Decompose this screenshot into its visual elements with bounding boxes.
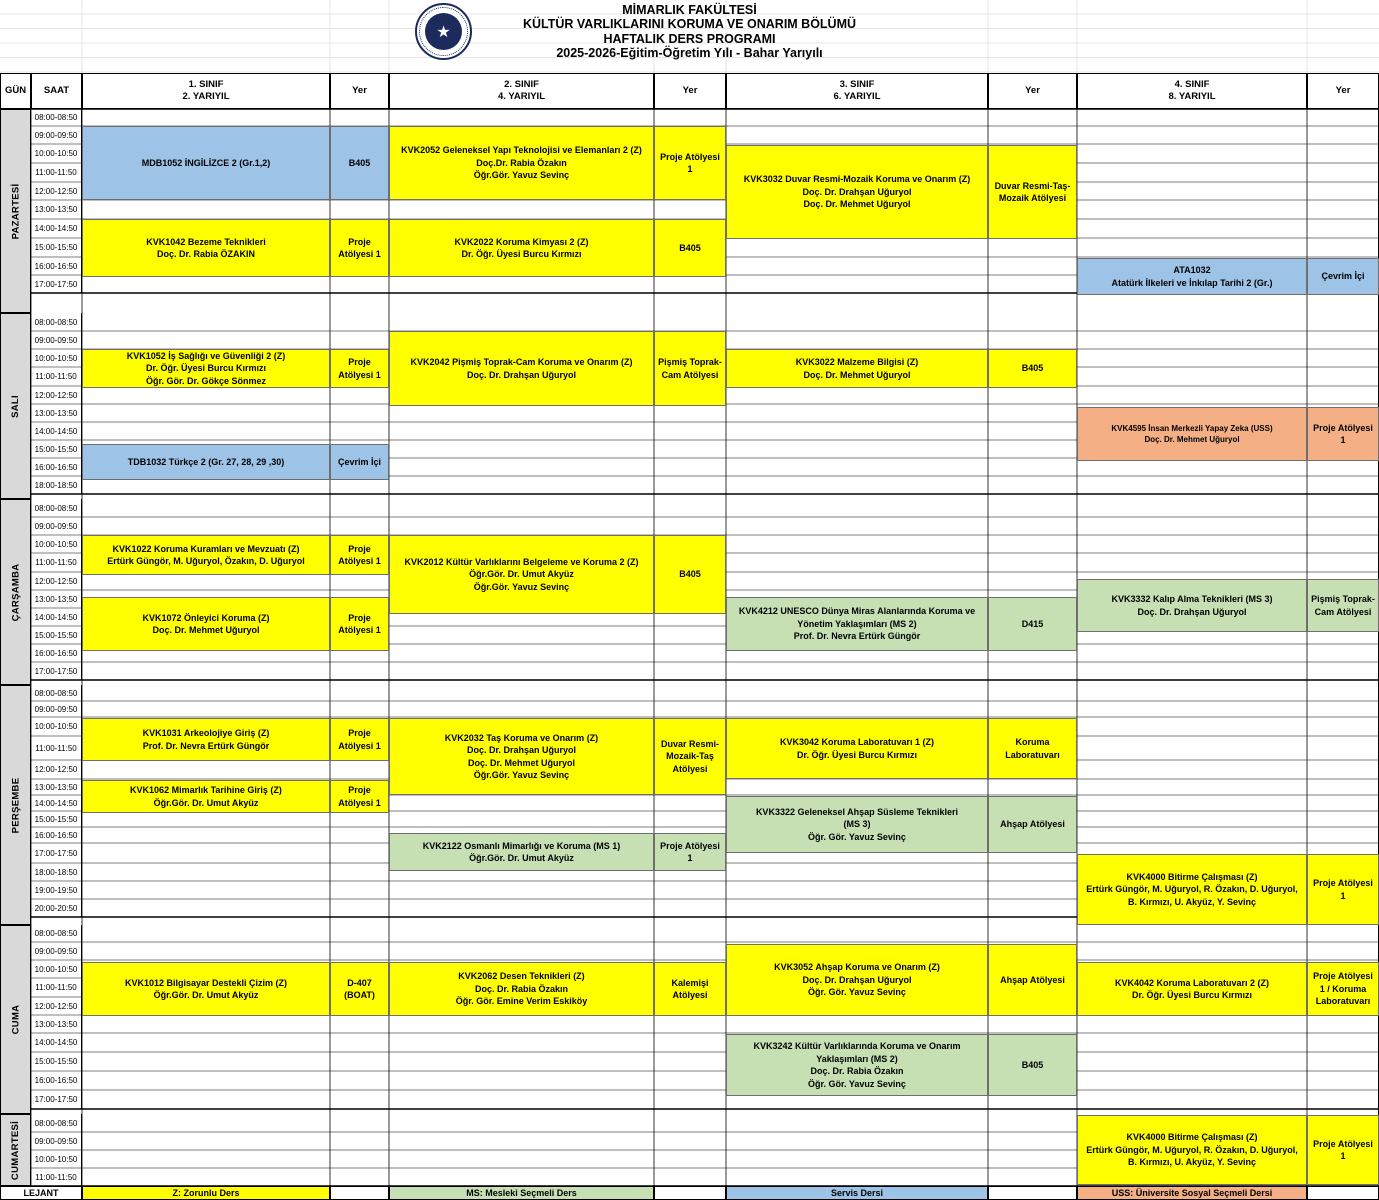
col-sinif-3-term: 6. YARIYIL bbox=[833, 91, 881, 102]
room-label: B405 bbox=[1021, 363, 1044, 374]
course-title: KVK2042 Pişmiş Toprak-Cam Koruma ve Onarım (Z) bbox=[410, 357, 633, 367]
time-slot: 11:00-11:50 bbox=[31, 1168, 82, 1186]
day-monday bbox=[0, 109, 31, 313]
course-kvk3242 bbox=[726, 1034, 988, 1096]
time-slot: 10:00-10:50 bbox=[31, 1150, 82, 1168]
time-slot: 09:00-09:50 bbox=[31, 126, 82, 144]
room-label: Duvar Resmi- bbox=[660, 738, 720, 749]
room-label: 1 / Koruma bbox=[1319, 983, 1367, 994]
star-icon: ★ bbox=[425, 13, 462, 50]
course-kvk3042 bbox=[726, 718, 988, 779]
col-gun: GÜN bbox=[0, 73, 31, 109]
day-label: PERŞEMBE bbox=[10, 777, 21, 833]
course-instructor: Prof. Dr. Nevra Ertürk Güngör bbox=[142, 740, 270, 751]
program-title: HAFTALIK DERS PROGRAMI bbox=[603, 32, 776, 46]
course-instructor: Öğr. Gör. Yavuz Sevinç bbox=[808, 1078, 906, 1089]
time-slot: 09:00-09:50 bbox=[31, 1132, 82, 1150]
room-label: Proje bbox=[348, 728, 371, 738]
room-label: Kalemişi bbox=[671, 977, 709, 988]
col-sinif-2-term: 4. YARIYIL bbox=[498, 91, 545, 102]
room-label: Cam Atölyesi bbox=[661, 369, 719, 380]
time-slot: 14:00-14:50 bbox=[31, 1033, 82, 1052]
time-slot: 15:00-15:50 bbox=[31, 238, 82, 257]
room-label: Ahşap Atölyesi bbox=[1000, 974, 1065, 985]
col-sinif-1 bbox=[82, 73, 330, 109]
room-kvk2012 bbox=[654, 535, 726, 614]
time-slot: 10:00-10:50 bbox=[31, 144, 82, 163]
course-kvk4000-sat bbox=[1077, 1115, 1307, 1185]
room-label: Atölyesi bbox=[672, 763, 708, 774]
course-title: KVK2012 Kültür Varlıklarını Belgeleme ve Koruma 2 (Z) bbox=[404, 556, 639, 567]
room-kvk1062 bbox=[330, 780, 389, 813]
room-kvk2062 bbox=[654, 962, 726, 1016]
room-kvk1022 bbox=[330, 535, 389, 575]
room-label: 1 bbox=[687, 853, 693, 863]
course-kvk2122 bbox=[389, 833, 654, 871]
col-sinif-2-class: 2. SINIF bbox=[504, 79, 539, 90]
legend-uss: USS: Üniversite Sosyal Seçmeli Dersi bbox=[1077, 1186, 1307, 1200]
course-mdb1052 bbox=[82, 126, 330, 200]
course-title: KVK3052 Ahşap Koruma ve Onarım (Z) bbox=[774, 962, 940, 973]
time-slot: 09:00-09:50 bbox=[31, 517, 82, 535]
time-slot: 13:00-13:50 bbox=[31, 1015, 82, 1033]
room-kvk1052 bbox=[330, 349, 389, 388]
course-title: KVK4000 Bitirme Çalışması (Z) bbox=[1126, 1132, 1258, 1143]
time-slot: 10:00-10:50 bbox=[31, 535, 82, 553]
legend-spacer bbox=[1307, 1186, 1379, 1200]
col-yer-1: Yer bbox=[330, 73, 389, 109]
time-slot: 10:00-10:50 bbox=[31, 717, 82, 736]
course-instructor: Dr. Öğr. Üyesi Burcu Kırmızı bbox=[796, 749, 918, 760]
course-title: KVK1072 Önleyici Koruma (Z) bbox=[142, 612, 270, 623]
room-label: Proje Atölyesi bbox=[1313, 1138, 1373, 1149]
course-title: KVK3332 Kalıp Alma Teknikleri (MS 3) bbox=[1111, 594, 1273, 604]
course-instructor: Ertürk Güngör, M. Uğuryol, R. Özakın, D. Uğuryol, bbox=[1086, 1144, 1298, 1155]
room-label: B405 bbox=[679, 569, 701, 580]
course-title: KVK4042 Koruma Laboratuvarı 2 (Z) bbox=[1114, 977, 1270, 988]
room-kvk2122 bbox=[654, 833, 726, 871]
course-instructor: Öğr.Gör. Dr. Umut Akyüz bbox=[153, 990, 259, 1000]
course-instructor: Doç. Dr. Drahşan Uğuryol bbox=[466, 369, 577, 380]
course-instructor: Öğr.Gör. Dr. Umut Akyüz bbox=[153, 797, 259, 808]
room-label: Proje Atölyesi bbox=[660, 151, 720, 162]
course-kvk1012 bbox=[82, 962, 330, 1016]
time-slot: 16:00-16:50 bbox=[31, 827, 82, 843]
time-slot: 12:00-12:50 bbox=[31, 997, 82, 1015]
room-kvk3042 bbox=[988, 718, 1077, 779]
room-label: Proje bbox=[348, 785, 371, 795]
course-title: KVK1012 Bilgisayar Destekli Çizim (Z) bbox=[124, 977, 288, 988]
room-label: Mozaik Atölyesi bbox=[998, 193, 1067, 203]
room-label: Proje Atölyesi bbox=[660, 840, 720, 851]
room-label: Atölyesi bbox=[672, 990, 708, 1000]
course-kvk2042 bbox=[389, 331, 654, 406]
room-kvk3332 bbox=[1307, 579, 1379, 632]
room-label: Duvar Resmi-Taş- bbox=[994, 180, 1071, 191]
course-instructor: Öğr.Gör. Yavuz Sevinç bbox=[473, 170, 570, 181]
day-tuesday bbox=[0, 313, 31, 499]
time-slot: 11:00-11:50 bbox=[31, 163, 82, 182]
room-kvk3322 bbox=[988, 796, 1077, 853]
room-tdb1032 bbox=[330, 444, 389, 480]
day-saturday bbox=[0, 1114, 31, 1186]
course-title: KVK1042 Bezeme Teknikleri bbox=[146, 236, 266, 247]
course-kvk4212 bbox=[726, 597, 988, 651]
room-kvk1012 bbox=[330, 962, 389, 1016]
course-ata1032 bbox=[1077, 258, 1307, 295]
room-label: Proje bbox=[348, 543, 371, 554]
course-instructor: Öğr. Gör. Dr. Gökçe Sönmez bbox=[145, 375, 267, 386]
course-kvk4000-thu bbox=[1077, 854, 1307, 925]
course-title: KVK3322 Geleneksel Ahşap Süsleme Teknikleri bbox=[755, 806, 959, 817]
col-sinif-3-class: 3. SINIF bbox=[839, 79, 875, 90]
course-instructor: Doç. Dr. Drahşan Uğuryol bbox=[802, 186, 912, 197]
course-title: KVK4212 UNESCO Dünya Miras Alanlarında Koruma ve bbox=[738, 606, 976, 617]
course-instructor: Öğr.Gör. Yavuz Sevinç bbox=[473, 581, 570, 592]
room-label: (BOAT) bbox=[344, 990, 375, 1000]
course-title: KVK1022 Koruma Kuramları ve Mevzuatı (Z) bbox=[112, 543, 300, 554]
course-kvk1031 bbox=[82, 718, 330, 761]
room-label: Pişmiş Toprak- bbox=[658, 357, 722, 367]
room-label: Koruma bbox=[1015, 737, 1050, 747]
day-label: SALI bbox=[10, 394, 21, 418]
col-sinif-4-class: 4. SINIF bbox=[1174, 79, 1210, 90]
time-slot: 17:00-17:50 bbox=[31, 275, 82, 293]
course-title: MDB1052 İNGİLİZCE 2 (Gr.1,2) bbox=[141, 157, 271, 168]
room-label: B405 bbox=[1021, 1059, 1044, 1070]
legend-spacer bbox=[330, 1186, 389, 1200]
course-title: KVK1062 Mimarlık Tarihine Giriş (Z) bbox=[130, 785, 282, 795]
room-kvk2052 bbox=[654, 126, 726, 200]
time-slot: 08:00-08:50 bbox=[31, 685, 82, 701]
room-label: Proje bbox=[348, 357, 371, 367]
room-kvk4000-thu bbox=[1307, 854, 1379, 925]
course-kvk4042 bbox=[1077, 962, 1307, 1016]
time-slot: 11:00-11:50 bbox=[31, 736, 82, 760]
course-instructor: Öğr.Gör. Dr. Umut Akyüz bbox=[469, 853, 574, 863]
day-friday bbox=[0, 925, 31, 1114]
course-title: KVK2022 Koruma Kimyası 2 (Z) bbox=[454, 236, 589, 247]
time-slot: 15:00-15:50 bbox=[31, 626, 82, 644]
room-label: Çevrim İçi bbox=[337, 456, 382, 467]
time-slot: 16:00-16:50 bbox=[31, 257, 82, 275]
course-kvk3332 bbox=[1077, 579, 1307, 632]
course-instructor: Ertürk Güngör, M. Uğuryol, Özakın, D. Uğuryol bbox=[107, 556, 305, 566]
room-label: Cam Atölyesi bbox=[1314, 606, 1372, 617]
course-title: KVK4000 Bitirme Çalışması (Z) bbox=[1126, 871, 1258, 882]
room-kvk2022 bbox=[654, 219, 726, 277]
time-slot: 14:00-14:50 bbox=[31, 219, 82, 238]
room-kvk1031 bbox=[330, 718, 389, 761]
room-kvk3052 bbox=[988, 944, 1077, 1016]
course-instructor: Öğr.Gör. Yavuz Sevinç bbox=[473, 770, 570, 780]
course-kvk3052 bbox=[726, 944, 988, 1016]
course-kvk3032 bbox=[726, 145, 988, 239]
room-label: Pişmiş Toprak- bbox=[1311, 594, 1375, 604]
time-slot: 12:00-12:50 bbox=[31, 386, 82, 404]
room-label: Atölyesi 1 bbox=[338, 740, 381, 751]
time-slot: 12:00-12:50 bbox=[31, 760, 82, 779]
time-slot: 17:00-17:50 bbox=[31, 662, 82, 680]
course-title: KVK2122 Osmanlı Mimarlığı ve Koruma (MS 1) bbox=[422, 840, 621, 851]
room-label: B405 bbox=[348, 157, 371, 168]
course-title: TDB1032 Türkçe 2 (Gr. 27, 28, 29 ,30) bbox=[127, 456, 285, 467]
course-kvk4595 bbox=[1077, 407, 1307, 461]
course-instructor: Dr. Öğr. Üyesi Burcu Kırmızı bbox=[461, 249, 582, 259]
room-label: Proje Atölyesi bbox=[1313, 422, 1373, 433]
course-title: KVK2052 Geleneksel Yapı Teknolojisi ve Elemanları 2 (Z) bbox=[401, 145, 642, 156]
room-label: D415 bbox=[1021, 618, 1044, 629]
room-label: Atölyesi 1 bbox=[338, 369, 381, 380]
course-kvk2012 bbox=[389, 535, 654, 614]
course-instructor: Doç. Dr. Rabia Özakın bbox=[810, 1066, 904, 1076]
time-slot: 09:00-09:50 bbox=[31, 331, 82, 349]
department-title: KÜLTÜR VARLIKLARINI KORUMA VE ONARIM BÖLÜMÜ bbox=[522, 17, 857, 31]
time-slot: 13:00-13:50 bbox=[31, 404, 82, 422]
legend-servis: Servis Dersi bbox=[726, 1186, 988, 1200]
course-instructor: Doç. Dr. Mehmet Uğuryol bbox=[803, 369, 911, 380]
legend-zorunlu: Z: Zorunlu Ders bbox=[82, 1186, 330, 1200]
course-instructor: Öğr. Gör. Yavuz Sevinç bbox=[808, 831, 906, 842]
course-instructor: Doç. Dr. Rabia ÖZAKIN bbox=[156, 249, 255, 259]
course-title: KVK2032 Taş Koruma ve Onarım (Z) bbox=[444, 732, 599, 743]
time-slot: 08:00-08:50 bbox=[31, 499, 82, 517]
time-slot: 13:00-13:50 bbox=[31, 200, 82, 219]
room-kvk2042 bbox=[654, 331, 726, 406]
time-slot: 19:00-19:50 bbox=[31, 881, 82, 899]
room-label: Çevrim İçi bbox=[1321, 271, 1365, 282]
course-title: ATA1032 bbox=[1173, 265, 1211, 275]
day-label: PAZARTESİ bbox=[10, 183, 21, 239]
course-instructor: B. Kırmızı, U. Akyüz, Y. Sevinç bbox=[1127, 896, 1257, 907]
time-slot: 09:00-09:50 bbox=[31, 701, 82, 717]
room-label: Laboratuvarı bbox=[1005, 749, 1060, 760]
day-wednesday bbox=[0, 499, 31, 685]
course-instructor: Doç. Dr. Drahşan Uğuryol bbox=[802, 974, 912, 985]
time-slot: 08:00-08:50 bbox=[31, 1114, 82, 1132]
col-sinif-3 bbox=[726, 73, 988, 109]
course-title: KVK2062 Desen Teknikleri (Z) bbox=[458, 971, 585, 982]
room-mdb1052 bbox=[330, 126, 389, 200]
day-label: CUMA bbox=[10, 1004, 22, 1035]
time-slot: 10:00-10:50 bbox=[31, 349, 82, 367]
room-label: Atölyesi 1 bbox=[338, 797, 381, 808]
room-kvk3022 bbox=[988, 349, 1077, 388]
time-slot: 18:00-18:50 bbox=[31, 476, 82, 494]
time-slot: 11:00-11:50 bbox=[31, 367, 82, 386]
course-kvk2032 bbox=[389, 718, 654, 795]
course-instructor: B. Kırmızı, U. Akyüz, Y. Sevinç bbox=[1127, 1157, 1257, 1168]
course-instructor: Dr. Öğr. Üyesi Burcu Kırmızı bbox=[145, 363, 267, 374]
col-sinif-4-term: 8. YARIYIL bbox=[1168, 91, 1216, 102]
course-instructor: Dr. Öğr. Üyesi Burcu Kırmızı bbox=[1131, 990, 1253, 1000]
course-instructor: Doç. Dr. Mehmet Uğuryol bbox=[803, 199, 911, 210]
col-yer-4: Yer bbox=[1307, 73, 1379, 109]
time-slot: 12:00-12:50 bbox=[31, 182, 82, 200]
course-instructor: Doç. Dr. Drahşan Uğuryol bbox=[466, 745, 577, 755]
room-label: Proje Atölyesi bbox=[1313, 878, 1373, 888]
course-instructor: Öğr. Gör. Yavuz Sevinç bbox=[808, 987, 906, 998]
course-instructor: Öğr. Gör. Emine Verim Eskiköy bbox=[455, 996, 588, 1007]
time-slot: 15:00-15:50 bbox=[31, 811, 82, 827]
time-slot: 08:00-08:50 bbox=[31, 925, 82, 942]
room-kvk3242 bbox=[988, 1034, 1077, 1096]
time-slot: 10:00-10:50 bbox=[31, 960, 82, 978]
room-kvk3032 bbox=[988, 145, 1077, 239]
room-kvk4595 bbox=[1307, 407, 1379, 461]
time-slot: 15:00-15:50 bbox=[31, 440, 82, 458]
room-label: Laboratuvarı bbox=[1315, 996, 1371, 1007]
course-kvk2052 bbox=[389, 126, 654, 200]
course-tdb1032 bbox=[82, 444, 330, 480]
course-instructor: Doç. Dr. Mehmet Uğuryol bbox=[152, 625, 260, 635]
course-title: KVK3042 Koruma Laboratuvarı 1 (Z) bbox=[779, 737, 935, 747]
time-slot: 12:00-12:50 bbox=[31, 572, 82, 590]
room-label: Ahşap Atölyesi bbox=[1000, 819, 1065, 830]
col-sinif-1-term: 2. YARIYIL bbox=[182, 91, 230, 102]
course-title: (MS 3) bbox=[843, 819, 871, 830]
room-label: Atölyesi 1 bbox=[338, 625, 381, 635]
room-ata1032 bbox=[1307, 258, 1379, 295]
course-title: KVK1052 İş Sağlığı ve Güvenliği 2 (Z) bbox=[126, 350, 286, 361]
legend-title: LEJANT bbox=[0, 1186, 82, 1200]
room-kvk1042 bbox=[330, 219, 389, 277]
course-instructor: Doç. Dr. Mehmet Uğuryol bbox=[467, 757, 575, 768]
course-kvk1072 bbox=[82, 597, 330, 651]
room-label: 1 bbox=[1340, 1151, 1346, 1161]
time-slot: 13:00-13:50 bbox=[31, 590, 82, 608]
time-slot: 16:00-16:50 bbox=[31, 1071, 82, 1090]
time-slot: 08:00-08:50 bbox=[31, 109, 82, 126]
course-title: Yaklaşımları (MS 2) bbox=[816, 1053, 898, 1064]
course-title: KVK3032 Duvar Resmi-Mozaik Koruma ve Onarım (Z) bbox=[743, 174, 971, 185]
time-slot: 13:00-13:50 bbox=[31, 779, 82, 795]
course-kvk1022 bbox=[82, 535, 330, 575]
legend-spacer bbox=[654, 1186, 726, 1200]
course-kvk1062 bbox=[82, 780, 330, 813]
time-slot: 14:00-14:50 bbox=[31, 422, 82, 440]
course-kvk2062 bbox=[389, 962, 654, 1016]
room-label: Mozaik-Taş bbox=[666, 751, 714, 762]
room-kvk4042 bbox=[1307, 962, 1379, 1016]
col-yer-2: Yer bbox=[654, 73, 726, 109]
time-slot: 20:00-20:50 bbox=[31, 899, 82, 917]
time-slot: 18:00-18:50 bbox=[31, 863, 82, 881]
time-slot: 16:00-16:50 bbox=[31, 458, 82, 476]
course-title: KVK4595 İnsan Merkezli Yapay Zeka (USS) bbox=[1111, 424, 1273, 433]
legend-spacer bbox=[988, 1186, 1077, 1200]
room-label: 1 bbox=[1340, 890, 1346, 901]
time-slot: 14:00-14:50 bbox=[31, 795, 82, 811]
course-title: KVK1031 Arkeolojiye Giriş (Z) bbox=[142, 728, 270, 738]
time-slot: 09:00-09:50 bbox=[31, 942, 82, 960]
time-slot: 17:00-17:50 bbox=[31, 843, 82, 863]
day-thursday bbox=[0, 685, 31, 925]
course-title: Atatürk İlkeleri ve İnkılap Tarihi 2 (Gr.) bbox=[1111, 277, 1273, 288]
time-slot: 11:00-11:50 bbox=[31, 553, 82, 572]
col-yer-3: Yer bbox=[988, 73, 1077, 109]
room-kvk2032 bbox=[654, 718, 726, 795]
course-kvk1052 bbox=[82, 349, 330, 388]
room-label: D-407 bbox=[347, 977, 372, 988]
course-title: KVK3022 Malzeme Bilgisi (Z) bbox=[795, 357, 919, 367]
time-slot: 15:00-15:50 bbox=[31, 1052, 82, 1071]
course-instructor: Ertürk Güngör, M. Uğuryol, R. Özakın, D. Uğuryol, bbox=[1086, 884, 1298, 895]
course-title: Yönetim Yaklaşımları (MS 2) bbox=[797, 618, 917, 629]
course-kvk3022 bbox=[726, 349, 988, 388]
day-label: CUMARTESİ bbox=[10, 1120, 22, 1180]
col-sinif-4 bbox=[1077, 73, 1307, 109]
room-label: Proje bbox=[348, 236, 371, 247]
course-instructor: Prof. Dr. Nevra Ertürk Güngör bbox=[793, 631, 921, 642]
room-label: Proje bbox=[348, 612, 371, 623]
room-label: 1 bbox=[687, 164, 693, 174]
room-label: 1 bbox=[1340, 435, 1346, 445]
room-kvk4000-sat bbox=[1307, 1115, 1379, 1185]
room-label: Atölyesi 1 bbox=[338, 556, 381, 566]
course-instructor: Doç. Dr. Drahşan Uğuryol bbox=[1137, 606, 1247, 617]
time-slot: 14:00-14:50 bbox=[31, 608, 82, 626]
course-instructor: Doç. Dr. Mehmet Uğuryol bbox=[1144, 435, 1240, 444]
time-slot: 11:00-11:50 bbox=[31, 978, 82, 997]
room-label: Atölyesi 1 bbox=[338, 249, 381, 259]
term-title: 2025-2026-Eğitim-Öğretim Yılı - Bahar Yarıyılı bbox=[556, 46, 823, 60]
time-slot: 16:00-16:50 bbox=[31, 644, 82, 662]
col-sinif-2 bbox=[389, 73, 654, 109]
course-kvk3322 bbox=[726, 796, 988, 853]
course-instructor: Doç.Dr. Rabia Özakın bbox=[476, 157, 567, 168]
course-title: KVK3242 Kültür Varlıklarında Koruma ve Onarım bbox=[753, 1041, 961, 1051]
col-sinif-1-class: 1. SINIF bbox=[188, 79, 224, 90]
room-kvk1072 bbox=[330, 597, 389, 651]
room-label: B405 bbox=[679, 242, 701, 253]
time-slot: 08:00-08:50 bbox=[31, 313, 82, 331]
course-kvk2022 bbox=[389, 219, 654, 277]
faculty-title: MİMARLIK FAKÜLTESİ bbox=[622, 3, 757, 17]
legend-mesleki: MS: Mesleki Seçmeli Ders bbox=[389, 1186, 654, 1200]
time-slot: 17:00-17:50 bbox=[31, 1090, 82, 1109]
room-label: Proje Atölyesi bbox=[1313, 971, 1373, 982]
col-saat: SAAT bbox=[31, 73, 82, 109]
room-kvk4212 bbox=[988, 597, 1077, 651]
course-instructor: Öğr.Gör. Dr. Umut Akyüz bbox=[469, 569, 574, 580]
day-label: ÇARŞAMBA bbox=[10, 563, 22, 621]
course-kvk1042 bbox=[82, 219, 330, 277]
course-instructor: Doç. Dr. Rabia Özakın bbox=[474, 983, 569, 994]
